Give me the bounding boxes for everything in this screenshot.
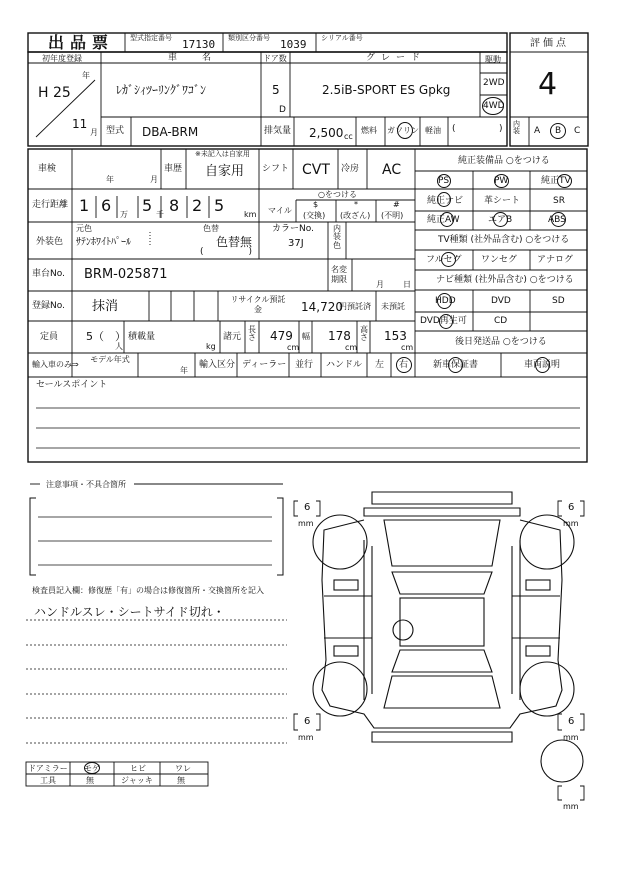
equip-navi-circle bbox=[437, 192, 451, 207]
navi-sd: SD bbox=[552, 296, 565, 306]
displacement-value: 2,500 bbox=[309, 126, 344, 140]
color-no-value: 37J bbox=[288, 238, 304, 249]
sym-star: * bbox=[354, 200, 358, 209]
capacity-value: 5（ ） bbox=[86, 330, 126, 343]
equip-aw-circle bbox=[440, 212, 454, 227]
height-unit: cm bbox=[401, 343, 414, 352]
first-reg-era: H 25 bbox=[38, 85, 71, 101]
interior-b-circle bbox=[550, 123, 566, 139]
door-mirror-moge: モゲ bbox=[84, 764, 100, 773]
unknown-label: (不明) bbox=[381, 211, 404, 220]
original-color-value: ｻﾃﾝﾎﾜｲﾄﾊﾟｰﾙ bbox=[76, 237, 131, 248]
door-mirror-moge-circle bbox=[84, 762, 100, 774]
door-mirror-label: ドアミラー bbox=[28, 764, 68, 773]
ac-label: 冷房 bbox=[341, 164, 360, 174]
handle-left: 左 bbox=[375, 360, 385, 370]
sales-point-label: セールスポイント bbox=[36, 380, 108, 390]
fuel-gasoline-circle bbox=[397, 122, 413, 139]
mileage-sen-unit: 千 bbox=[156, 210, 164, 219]
doors-label: ドア数 bbox=[263, 54, 287, 63]
fuel-gasoline: ガソリン bbox=[387, 126, 419, 135]
equip-aw: 純正AW bbox=[427, 215, 460, 225]
grade-value: 2.5iB-SPORT ES Gpkg bbox=[322, 83, 451, 97]
equipment-title: 純正装備品 ○をつける bbox=[458, 156, 550, 166]
name-change-day-unit: 日 bbox=[403, 280, 411, 289]
mileage-digit-2: 6 bbox=[101, 196, 112, 215]
length-unit: cm bbox=[287, 343, 300, 352]
equip-ps: PS bbox=[438, 176, 450, 186]
equip-leather: 革シート bbox=[484, 196, 521, 206]
history-note: ※未記入は自家用 bbox=[195, 150, 250, 158]
door-type: D bbox=[279, 105, 286, 115]
mileage-digit-1: 1 bbox=[79, 196, 90, 215]
length-value: 479 bbox=[270, 329, 293, 343]
docs-warranty: 新車保証書 bbox=[433, 360, 479, 370]
notes-title: 注意事項・不具合箇所 bbox=[46, 480, 126, 489]
name-change-label: 名変期限 bbox=[331, 265, 347, 284]
tv-oneseg: ワンセグ bbox=[481, 255, 518, 265]
category-no-label: 類別区分番号 bbox=[228, 34, 270, 42]
recycle-value: 14,720 bbox=[301, 300, 343, 314]
inspector-note: 検査員記入欄：修復歴「有」の場合は修復箇所・交換箇所を記入 bbox=[32, 586, 264, 595]
handle-label: ハンドル bbox=[326, 360, 363, 370]
width-unit: cm bbox=[345, 343, 358, 352]
equip-pw: PW bbox=[494, 176, 509, 186]
load-unit: kg bbox=[206, 342, 216, 351]
sym-hash: # bbox=[393, 200, 400, 209]
tv-fullseg: フルセグ bbox=[426, 255, 462, 265]
inspection-month-unit: 月 bbox=[150, 175, 158, 184]
mileage-digit-6: 5 bbox=[214, 196, 225, 215]
equip-tv: 純正TV bbox=[541, 176, 571, 186]
parallel-label: 並行 bbox=[295, 360, 314, 370]
navi-cd: CD bbox=[494, 316, 508, 326]
import-type-label: 輸入区分 bbox=[199, 360, 236, 370]
tire-front-left-value: 6 bbox=[304, 502, 311, 513]
car-diagram bbox=[313, 492, 583, 782]
interior-b: B bbox=[555, 126, 562, 136]
navi-dvd-play-circle bbox=[439, 314, 453, 329]
tire-front-right-unit: mm bbox=[563, 519, 579, 528]
capacity-label: 定員 bbox=[40, 332, 59, 342]
tire-rear-left-unit: mm bbox=[298, 733, 314, 742]
model-year-label: モデル年式 bbox=[90, 355, 130, 364]
import-label: 輸入車のみ⇒ bbox=[32, 360, 79, 369]
reg-value: 抹消 bbox=[92, 299, 119, 314]
type-no-label: 型式指定番号 bbox=[130, 34, 172, 42]
load-label: 積載量 bbox=[128, 332, 156, 342]
name-change-month-unit: 月 bbox=[376, 280, 384, 289]
tire-rear-right-unit: mm bbox=[563, 733, 579, 742]
recycle-unpaid: 未預託 bbox=[381, 302, 405, 311]
repaint-label: 色替 bbox=[203, 224, 219, 233]
tools-value: 無 bbox=[86, 776, 94, 785]
color-no-label: カラーNo. bbox=[272, 224, 314, 234]
history-label: 車歴 bbox=[164, 164, 183, 174]
mileage-man-unit: 万 bbox=[120, 210, 128, 219]
score-value: 4 bbox=[538, 67, 558, 102]
first-reg-label: 初年度登録 bbox=[42, 54, 82, 63]
form-title: 出品票 bbox=[48, 33, 115, 52]
tv-fullseg-circle bbox=[441, 252, 456, 267]
navi-title: ナビ種類 (社外品含む) ○をつける bbox=[436, 275, 574, 285]
handle-right: 右 bbox=[399, 360, 409, 370]
height-label: 高さ bbox=[360, 325, 368, 343]
grade-label: グレード bbox=[366, 53, 427, 63]
original-color-label: 元色 bbox=[76, 224, 92, 233]
displacement-unit: cc bbox=[344, 132, 353, 141]
equip-pw-circle bbox=[494, 174, 509, 188]
width-value: 178 bbox=[328, 329, 351, 343]
repaint-value: 色替無 bbox=[216, 235, 253, 249]
displacement-label: 排気量 bbox=[264, 126, 292, 136]
interior-color-label: 内装色 bbox=[333, 224, 341, 250]
exterior-color-label: 外装色 bbox=[36, 237, 64, 247]
docs-title: 後日発送品 ○をつける bbox=[455, 337, 547, 347]
model-value: DBA-BRM bbox=[142, 125, 199, 139]
drive-2wd: 2WD bbox=[483, 78, 505, 88]
car-name-value: ﾚｶﾞｼｨﾂｰﾘﾝｸﾞﾜｺﾞﾝ bbox=[116, 83, 207, 97]
mileage-km-unit: km bbox=[244, 210, 257, 219]
docs-manual-circle bbox=[535, 357, 550, 373]
interior-c: C bbox=[574, 126, 581, 136]
chassis-label: 車台No. bbox=[32, 269, 65, 279]
drive-4wd: 4WD bbox=[483, 101, 505, 111]
tire-rear-right-value: 6 bbox=[568, 716, 575, 727]
dims-label: 諸元 bbox=[223, 332, 242, 342]
shift-value: CVT bbox=[302, 162, 330, 178]
fuel-label: 燃料 bbox=[361, 126, 377, 135]
jack-label: ジャッキ bbox=[121, 776, 153, 785]
first-reg-month-unit: 月 bbox=[90, 128, 98, 137]
interior-a: A bbox=[534, 126, 541, 136]
import-year-unit: 年 bbox=[180, 366, 188, 375]
inspection-year-unit: 年 bbox=[106, 175, 114, 184]
car-name-label: 車 名 bbox=[168, 53, 220, 63]
inspector-comment: ハンドルスレ・シートサイド切れ・ bbox=[34, 605, 225, 619]
dealer-label: ディーラー bbox=[242, 360, 287, 370]
shift-label: シフト bbox=[262, 164, 290, 174]
history-value: 自家用 bbox=[205, 164, 245, 179]
navi-hdd-circle bbox=[437, 293, 452, 309]
equip-abs-circle bbox=[551, 212, 566, 227]
doors-value: 5 bbox=[272, 83, 280, 97]
serial-label: シリアル番号 bbox=[321, 34, 363, 42]
door-mirror-hibi: ヒビ bbox=[130, 764, 146, 773]
interior-label: 内装 bbox=[513, 120, 520, 135]
category-no-value: 1039 bbox=[280, 38, 307, 51]
navi-dvd: DVD bbox=[491, 296, 511, 306]
type-no-value: 17130 bbox=[182, 38, 216, 51]
equip-airbag: エアB bbox=[488, 215, 513, 225]
recycle-label: リサイクル預託金 bbox=[230, 295, 286, 314]
tv-title: TV種類 (社外品含む) ○をつける bbox=[438, 235, 570, 245]
tv-analog: アナログ bbox=[537, 255, 574, 265]
tools-label: 工具 bbox=[40, 776, 56, 785]
mileage-mark-note: ○をつける bbox=[318, 190, 357, 199]
tire-front-left-unit: mm bbox=[298, 519, 314, 528]
mileage-digit-3: 5 bbox=[142, 196, 153, 215]
first-reg-year-unit: 年 bbox=[82, 71, 90, 80]
docs-warranty-circle bbox=[448, 357, 463, 373]
first-reg-month: 11 bbox=[72, 117, 88, 131]
equip-navi: 純正ナビ bbox=[427, 196, 464, 206]
reg-label: 登録No. bbox=[32, 301, 65, 311]
equip-abs: ABS bbox=[548, 215, 566, 225]
docs-manual: 車両説明 bbox=[524, 360, 561, 370]
tamper-label: (改ざん) bbox=[340, 211, 371, 220]
inspection-label: 車検 bbox=[38, 164, 57, 174]
handle-right-circle bbox=[396, 357, 412, 373]
model-label: 型式 bbox=[106, 126, 125, 136]
equip-airbag-circle bbox=[493, 212, 508, 227]
chassis-value: BRM-025871 bbox=[84, 267, 168, 282]
tire-front-right-value: 6 bbox=[568, 502, 575, 513]
drive-4wd-circle bbox=[482, 97, 504, 115]
score-label: 評価点 bbox=[530, 38, 569, 49]
tire-rear-left-value: 6 bbox=[304, 716, 311, 727]
ac-value: AC bbox=[382, 162, 402, 178]
tire-spare-unit: mm bbox=[563, 802, 579, 811]
equip-sr: SR bbox=[553, 196, 565, 206]
navi-hdd: HDD bbox=[435, 296, 456, 306]
mileage-label: 走行距離 bbox=[32, 200, 69, 210]
mileage-digit-4: 8 bbox=[169, 196, 180, 215]
length-label: 長さ bbox=[248, 325, 256, 343]
equip-ps-circle bbox=[437, 174, 451, 188]
sym-dollar: $ bbox=[313, 200, 319, 209]
navi-dvd-play: DVD再生可 bbox=[420, 316, 467, 326]
equip-tv-circle bbox=[557, 174, 572, 188]
jack-value: 無 bbox=[177, 776, 185, 785]
capacity-unit: 人 bbox=[115, 342, 123, 351]
width-label: 幅 bbox=[302, 332, 310, 341]
recycle-unit: 円預託済 bbox=[339, 302, 371, 311]
height-value: 153 bbox=[384, 329, 407, 343]
exchange-label: (交換) bbox=[303, 211, 326, 220]
fuel-diesel: 軽油 bbox=[425, 126, 441, 135]
mileage-digit-5: 2 bbox=[192, 196, 203, 215]
repaint-paren: ( ) bbox=[200, 247, 253, 257]
mile-label: マイル bbox=[268, 206, 292, 215]
drive-label: 駆動 bbox=[485, 55, 501, 64]
door-mirror-ware: ワレ bbox=[175, 764, 191, 773]
